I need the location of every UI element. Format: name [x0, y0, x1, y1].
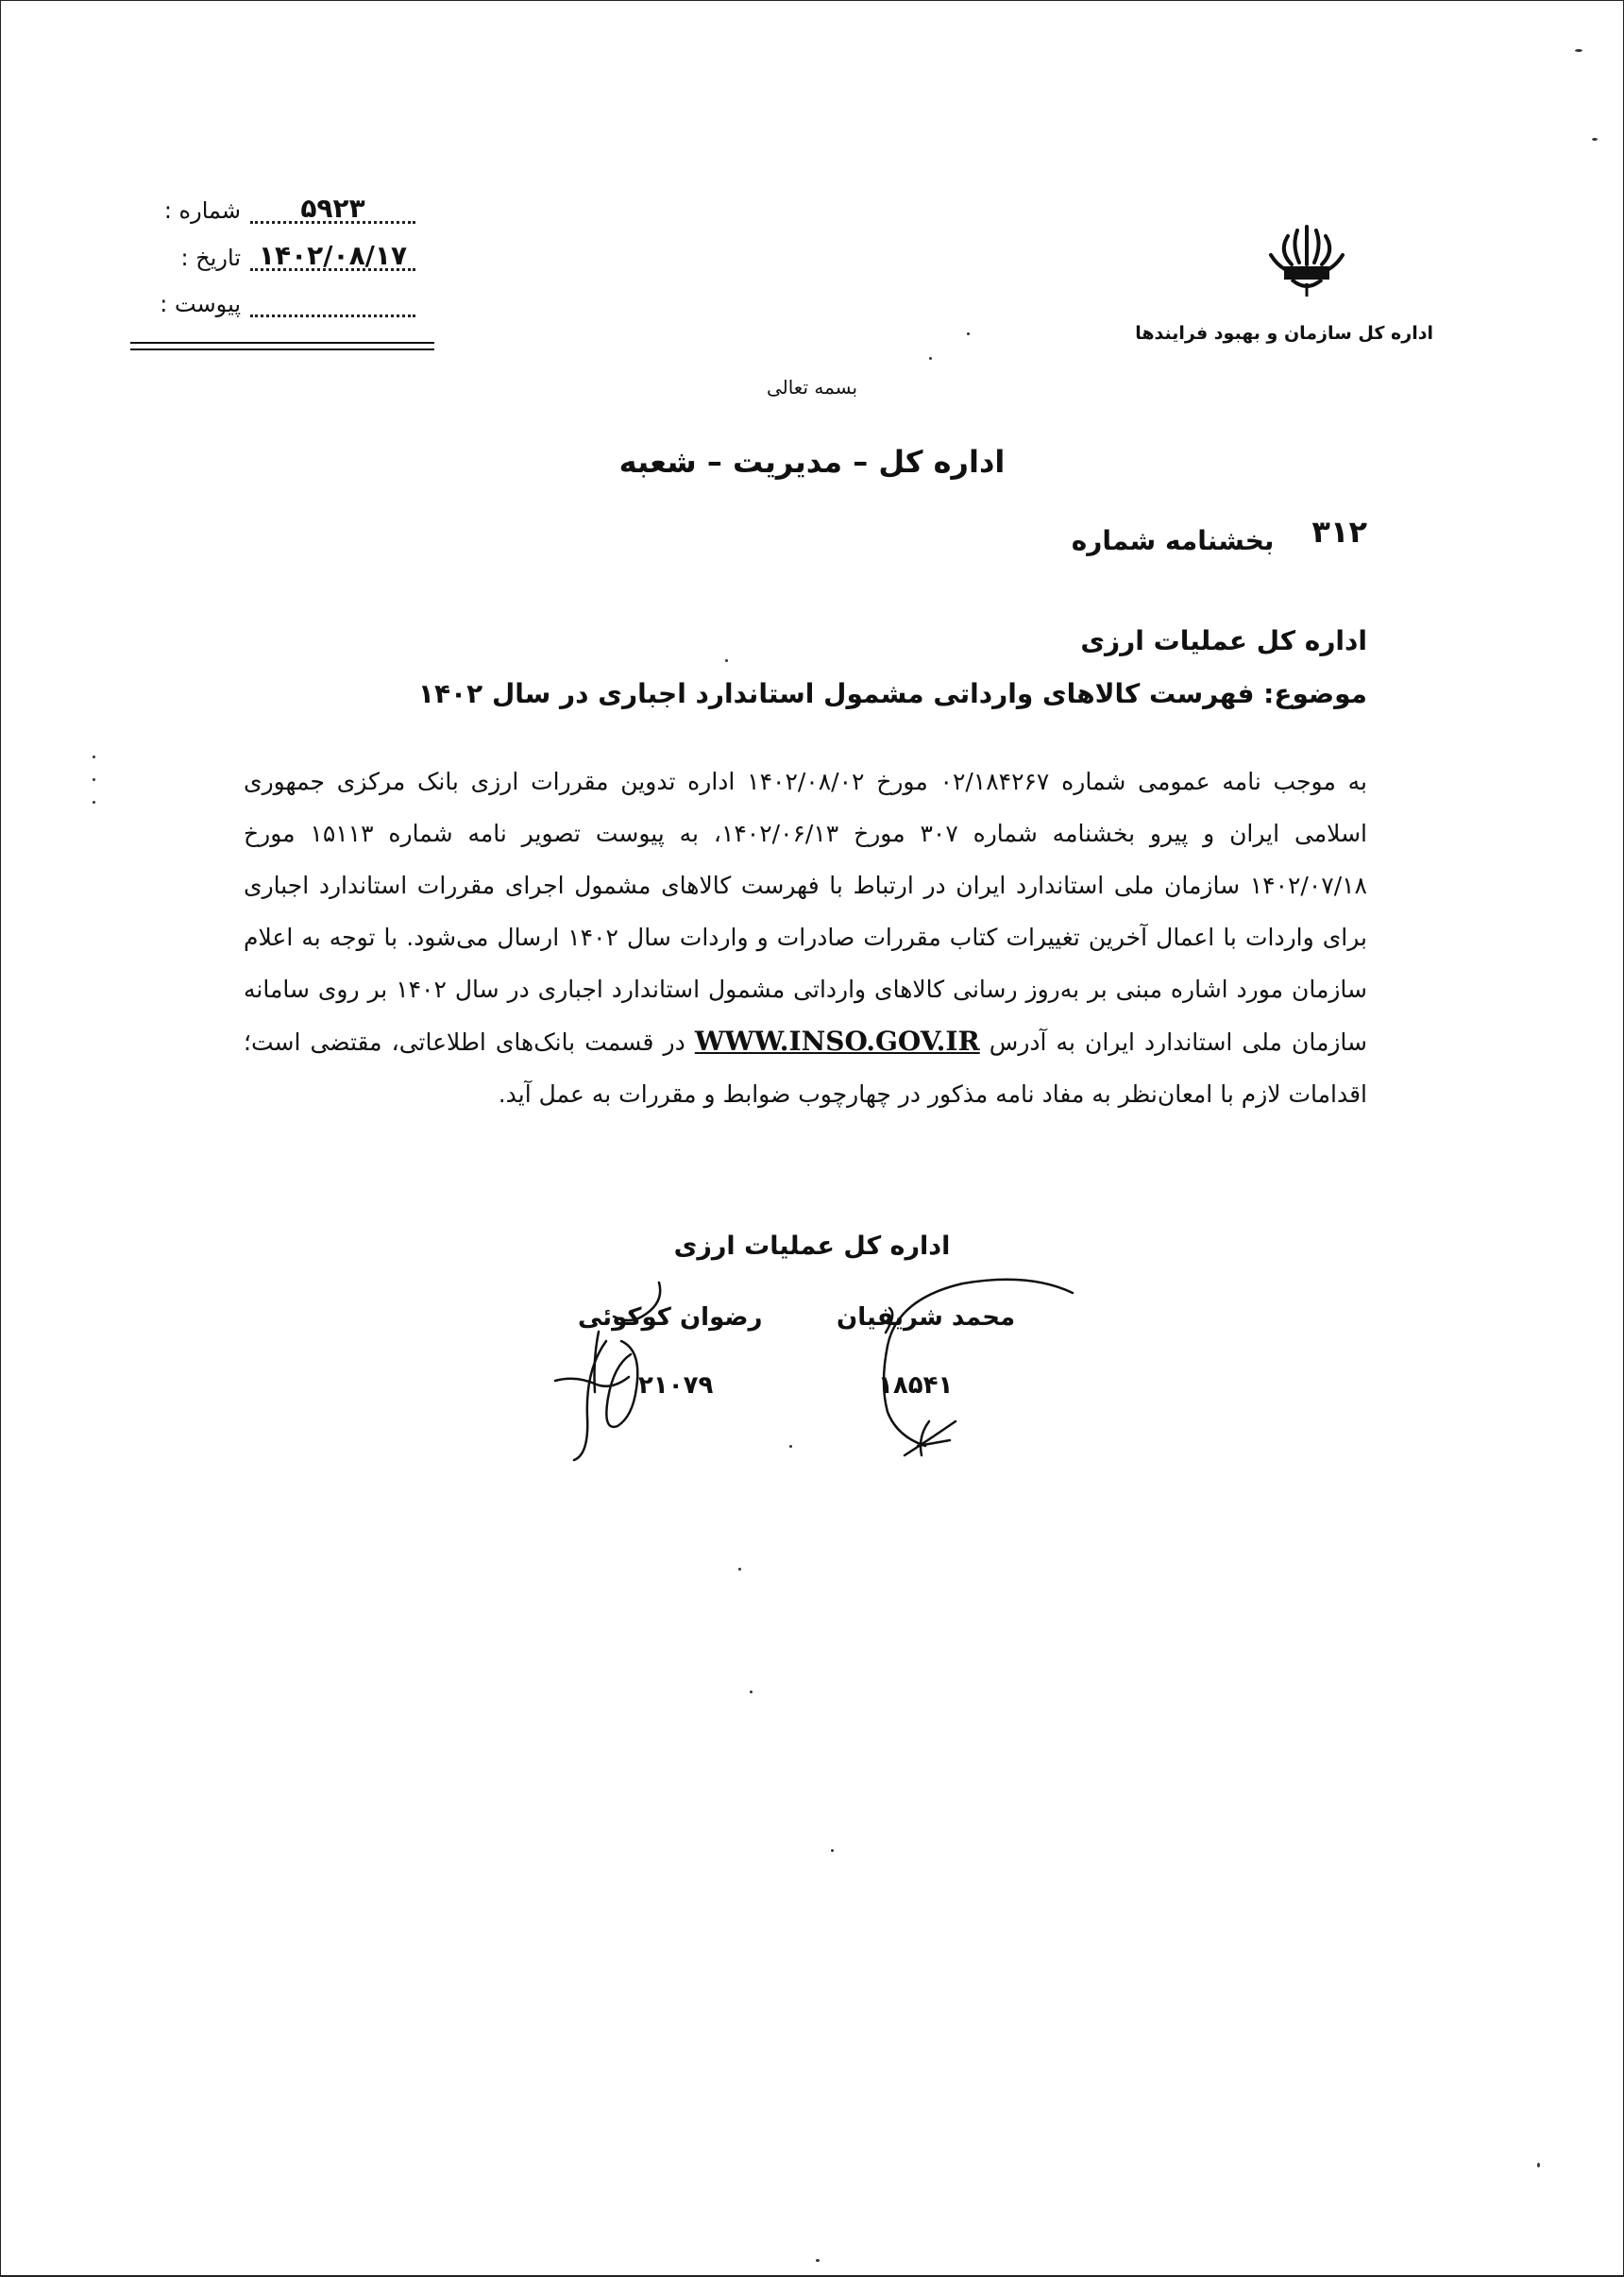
signature-department: اداره کل عملیات ارزی: [673, 1232, 951, 1261]
signer-left-code: ۲۱۰۷۹: [638, 1371, 714, 1400]
meta-rule-2: [130, 348, 434, 350]
letter-number-row: [163, 193, 415, 224]
scan-mark: [93, 756, 95, 758]
circular-heading: [1071, 513, 1367, 556]
letter-number-value: ۵۹۲۳: [250, 196, 415, 224]
scan-mark: [1575, 49, 1582, 52]
letter-attachment-value: [250, 314, 415, 317]
letter-date-value: ۱۴۰۲/۰۸/۱۷: [250, 244, 415, 271]
scan-mark: [929, 357, 932, 360]
letter-number-label: شماره :: [163, 197, 241, 224]
letter-date-row: [180, 240, 415, 271]
circular-number: ۳۱۲: [1311, 513, 1367, 550]
letter-attachment-label: پیوست :: [160, 291, 241, 317]
recipients-line: اداره کل – مدیریت – شعبه: [618, 444, 1006, 480]
department-title: اداره کل عملیات ارزی: [1080, 625, 1367, 656]
scan-mark: [93, 801, 95, 804]
signer-right-name: محمد شریفیان: [837, 1303, 1016, 1332]
subject-line: موضوع: فهرست کالاهای وارداتی مشمول استاندارد اجباری در سال ۱۴۰۲: [417, 678, 1367, 709]
signer-left-name: رضوان کوکوئی: [578, 1303, 763, 1332]
signer-right-code: ۱۸۵۴۱: [878, 1371, 954, 1400]
body-part-1: به موجب نامه عمومی شماره ۰۲/۱۸۴۲۶۷ مورخ ۱۴۰۲/۰۸/۰۲ اداره تدوین مقررات ارزی بانک مرکزی جمهوری اسلامی ایران و پیرو بخشنامه شماره ۳۰۷ مورخ ۱۴۰۲/۰۶/۱۳، به پیوست تصویر نامه شماره ۱۵۱۱۳ مورخ ۱۴۰۲/۰۷/۱۸ سازمان ملی استاندارد ایران در ارتباط با فهرست کالاهای مشمول اجرای مقررات استاندارد اجباری برای واردات با اعمال آخرین تغییرات کتاب مقررات صادرات و واردات سال ۱۴۰۲ ارسال می‌شود. با توجه به اعلام سازمان مورد اشاره مبنی بر به‌روز رسانی کالاهای وارداتی مشمول استاندارد اجباری در سال ۱۴۰۲ بر روی سامانه سازمان ملی استاندارد ایران به آدرس: [244, 768, 1367, 1056]
circular-label: بخشنامه شماره: [1071, 525, 1275, 556]
scan-mark: [1537, 2163, 1540, 2167]
scan-mark: [93, 778, 95, 781]
scan-mark: [789, 1445, 792, 1448]
scan-mark: [1592, 138, 1598, 141]
organization-logo-icon: [1263, 217, 1350, 298]
basmala: بسمه تعالی: [766, 376, 858, 399]
letter-body: [244, 756, 1367, 1120]
scan-mark: [725, 659, 728, 662]
scan-mark: [967, 332, 970, 335]
scan-mark: [816, 2259, 820, 2262]
scan-mark: [831, 1849, 834, 1852]
letter-attachment-row: [160, 291, 415, 317]
right-handwritten-signature: [831, 1270, 1076, 1459]
website-url-link[interactable]: WWW.INSO.GOV.IR: [694, 1026, 980, 1057]
meta-rule-1: [130, 342, 434, 344]
scan-mark: [738, 1568, 741, 1571]
left-handwritten-signature: [548, 1275, 689, 1464]
organization-name: اداره کل سازمان و بهبود فرایندها: [1135, 323, 1433, 344]
letter-date-label: تاریخ :: [180, 245, 241, 271]
scan-mark: [750, 1691, 753, 1693]
body-part-2: در قسمت بانک‌های اطلاعاتی، مقتضی است؛ اقدامات لازم با امعان‌نظر به مفاد نامه مذکور در چهارچوب ضوابط و مقررات به عمل آید.: [244, 1028, 1367, 1108]
